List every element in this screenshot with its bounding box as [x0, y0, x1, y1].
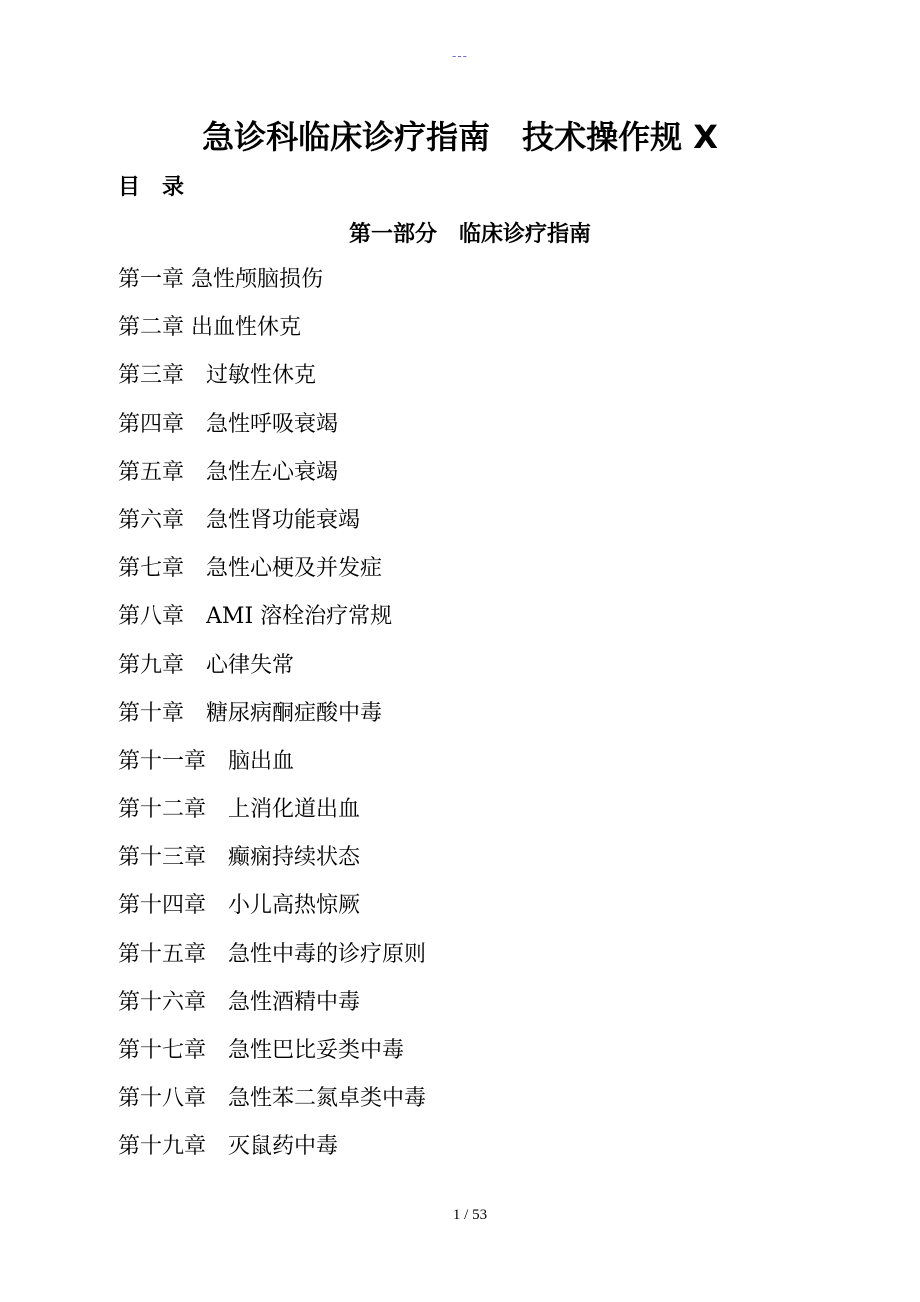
chapter-gap: [184, 360, 206, 392]
chapter-number: 第十四章: [118, 893, 207, 919]
chapter-gap: [184, 698, 206, 730]
chapter-gap: [184, 312, 191, 344]
chapter-gap: [206, 939, 228, 971]
toc-item[interactable]: [118, 601, 426, 649]
chapter-gap: [184, 553, 206, 585]
document-title: 急诊科临床诊疗指南 技术操作规 X: [202, 118, 718, 156]
chapter-number: 第七章: [118, 556, 185, 582]
chapter-gap: [184, 650, 206, 682]
chapter-gap: [206, 746, 228, 778]
chapter-gap: [206, 1083, 228, 1115]
chapter-number: 第十章: [118, 700, 185, 726]
toc-heading: 目 录: [118, 175, 185, 200]
chapter-topic: 急性呼吸衰竭: [206, 411, 339, 437]
chapter-gap: [184, 601, 206, 633]
toc-item[interactable]: [118, 698, 426, 746]
chapter-number: 第十七章: [118, 1038, 207, 1063]
chapter-topic: 出血性休克: [191, 315, 302, 341]
chapter-topic: 灭鼠药中毒: [228, 1134, 339, 1160]
chapter-topic: 急性心梗及并发症: [206, 556, 383, 582]
chapter-number: 第五章: [118, 459, 185, 485]
chapter-number: 第十五章: [118, 941, 207, 967]
toc-item[interactable]: [118, 650, 426, 698]
chapter-topic: 急性巴比妥类中毒: [228, 1038, 405, 1063]
chapter-number: 第六章: [118, 507, 185, 533]
chapter-topic: 上消化道出血: [228, 797, 361, 823]
toc-item[interactable]: [118, 409, 426, 457]
chapter-gap: [184, 409, 206, 441]
toc-item[interactable]: [118, 842, 426, 890]
toc-item[interactable]: [118, 890, 426, 938]
chapter-number: 第十八章: [118, 1086, 207, 1112]
chapter-gap: [184, 457, 206, 489]
page-number: 1 / 53: [452, 1207, 488, 1223]
toc-item[interactable]: [118, 553, 426, 601]
toc-item[interactable]: [118, 1035, 426, 1083]
chapter-gap: [206, 890, 228, 922]
chapter-topic: 急性肾功能衰竭: [206, 507, 361, 533]
chapter-topic: 急性酒精中毒: [228, 989, 361, 1015]
chapter-topic: 小儿高热惊厥: [228, 893, 361, 919]
toc-item[interactable]: [118, 360, 426, 408]
chapter-topic: 癫痫持续状态: [228, 845, 361, 871]
chapter-number: 第八章: [118, 604, 185, 630]
chapter-topic: 脑出血: [228, 748, 295, 774]
part-title: 第一部分 临床诊疗指南: [348, 222, 591, 247]
header-mark: ---: [452, 48, 468, 63]
table-of-contents: [118, 264, 426, 1180]
chapter-topic: AMI 溶栓治疗常规: [206, 604, 393, 630]
chapter-number: 第十六章: [118, 989, 207, 1015]
chapter-gap: [184, 264, 191, 296]
toc-item[interactable]: [118, 312, 426, 360]
chapter-topic: 急性苯二氮卓类中毒: [228, 1086, 427, 1112]
chapter-number: 第十九章: [118, 1134, 207, 1160]
chapter-topic: 急性颅脑损伤: [191, 267, 324, 292]
chapter-number: 第二章: [118, 315, 185, 341]
toc-item[interactable]: [118, 264, 426, 312]
chapter-topic: 心律失常: [206, 652, 295, 678]
chapter-number: 第一章: [118, 267, 185, 292]
toc-item[interactable]: [118, 746, 426, 794]
toc-item[interactable]: [118, 794, 426, 842]
chapter-topic: 急性中毒的诊疗原则: [228, 941, 427, 967]
chapter-topic: 急性左心衰竭: [206, 459, 339, 485]
toc-item[interactable]: [118, 939, 426, 987]
chapter-number: 第三章: [118, 363, 185, 389]
chapter-number: 第四章: [118, 411, 185, 437]
chapter-gap: [206, 1035, 228, 1067]
chapter-gap: [206, 794, 228, 826]
chapter-topic: 糖尿病酮症酸中毒: [206, 700, 383, 726]
chapter-number: 第十三章: [118, 845, 207, 871]
chapter-gap: [206, 987, 228, 1019]
chapter-gap: [206, 842, 228, 874]
toc-item[interactable]: [118, 457, 426, 505]
chapter-gap: [206, 1131, 228, 1163]
toc-item[interactable]: [118, 505, 426, 553]
chapter-number: 第九章: [118, 652, 185, 678]
chapter-gap: [184, 505, 206, 537]
chapter-number: 第十一章: [118, 748, 207, 774]
toc-item[interactable]: [118, 1131, 426, 1179]
chapter-topic: 过敏性休克: [206, 363, 317, 389]
chapter-number: 第十二章: [118, 797, 207, 823]
toc-item[interactable]: [118, 987, 426, 1035]
toc-item[interactable]: [118, 1083, 426, 1131]
